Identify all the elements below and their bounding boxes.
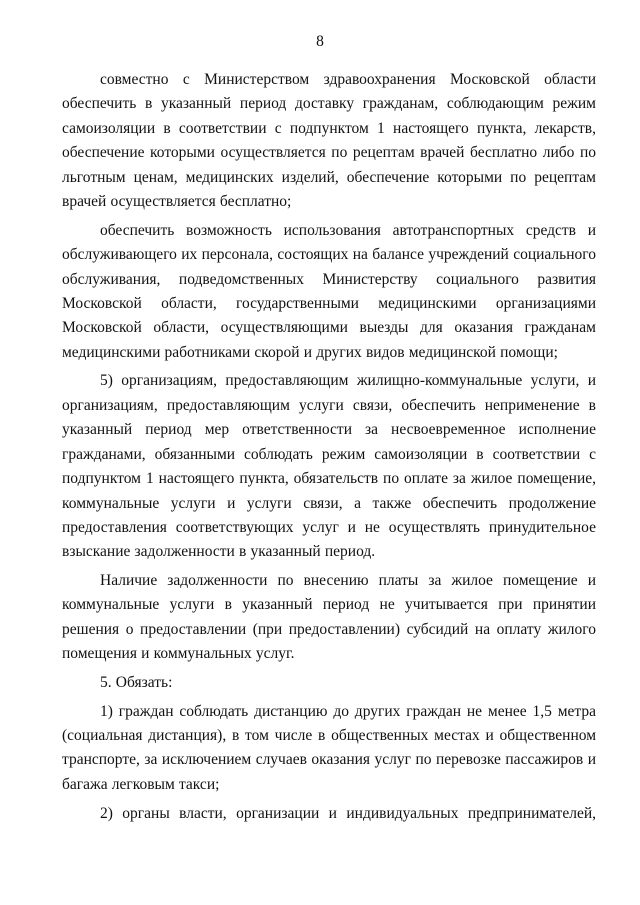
paragraph: Наличие задолженности по внесению платы за жилое помещение и коммунальные услуги в указанный период не учитывается при принятии решения о предоставлении (при предоставлении) субсидий на оплату жилого помещения и коммунальных услуг. [62, 572, 596, 663]
paragraph: совместно с Министерством здравоохранения Московской области обеспечить в указанный период доставку гражданам, соблюдающим режим самоизоляции в соответствии с подпунктом 1 настоящего пункта, лекарств, обеспечение которыми осуществляется по рецептам врачей бесплатно либо по льготным ценам, медицинских изделий, обеспечение которыми по рецептам врачей осуществляется бесплатно; [62, 71, 596, 211]
paragraph: обеспечить возможность использования автотранспортных средств и обслуживающего их персонала, состоящих на балансе учреждений социального обслуживания, подведомственных Министерству социального развития Московской области, государственными медицинскими организациями Московской области, осуществляющими выезды для оказания гражданам медицинскими работниками скорой и других видов медицинской помощи; [62, 221, 596, 361]
paragraph: 5) организациям, предоставляющим жилищно-коммунальные услуги, и организациям, предоставляющим услуги связи, обеспечить неприменение в указанный период мер ответственности за несвоевременное исполнение гражданами, обязанными соблюдать режим самоизоляции в соответствии с подпунктом 1 настоящего пункта, обязательств по оплате за жилое помещение, коммунальные услуги и услуги связи, а также обеспечить продолжение предоставления соответствующих услуг и не осуществлять принудительное взыскание задолженности в указанный период. [62, 372, 596, 561]
paragraph: 1) граждан соблюдать дистанцию до других граждан не менее 1,5 метра (социальная дистанция), в том числе в общественных местах и общественном транспорте, за исключением случаев оказания услуг по перевозке пассажиров и багажа легковым такси; [62, 702, 596, 793]
section-heading: 5. Обязать: [100, 673, 173, 691]
paragraph: 2) органы власти, организации и индивидуальных предпринимателей, [100, 804, 596, 822]
document-body [62, 68, 596, 830]
page-number: 8 [316, 33, 324, 50]
